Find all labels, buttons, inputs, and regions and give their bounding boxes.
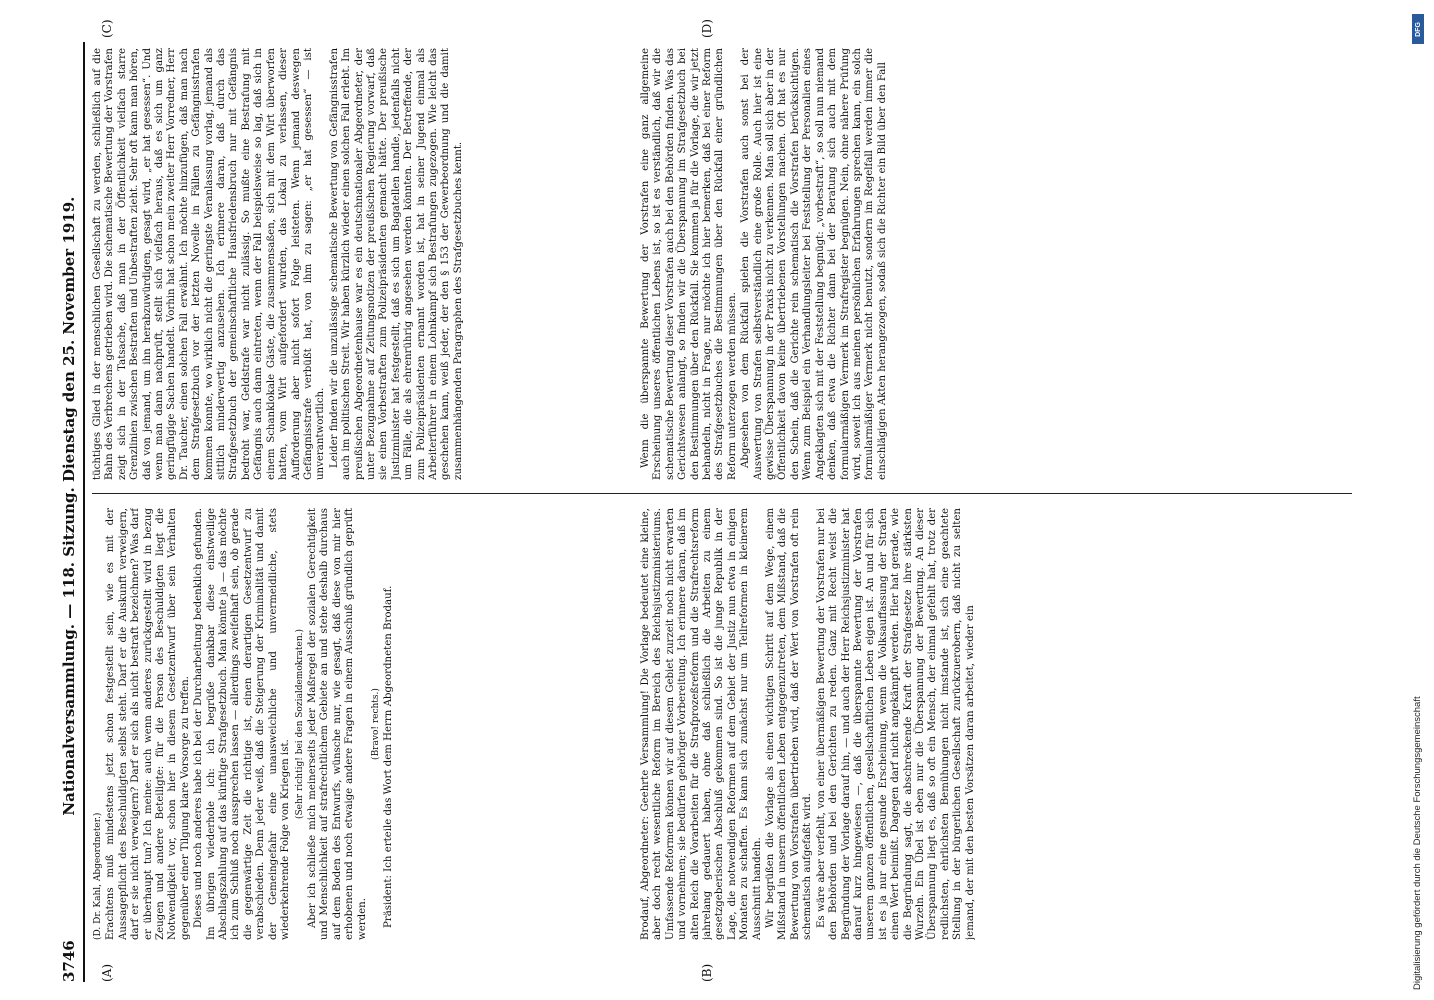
- page-header: [56, 42, 82, 982]
- paragraph: Es wäre aber verfehlt, von einer übermäßigen Bewertung der Vorstrafen nur bei den Behörden und bei den Gerichten zu reden. Ganz mit Recht weist die Begründung der Vorlage darauf hin, — und auch der Herr Reichsjustizminister hat darauf kurz hingewiesen —, daß die überspannte Bewertung der Vorstrafen unserem ganzen öffentlichen, gesellschaftlichen Leben eigen ist. An und für sich ist es ja nur eine gesunde Erscheinung, wenn die Volksauffassung der Strafen einen Wert beimißt. Dagegen darf nicht angekämpft werden. Hier hat gerade, wie die Begründung sagt, die abschreckende Kraft der Strafgesetze ihre stärksten Wurzeln. Ein Übel ist eben nur die Überspannung der Bewertung. An dieser Überspannung liegt es, daß so oft ein Mensch, der einmal gefehlt hat, trotz der redlichsten, ehrlichsten Bemühungen nicht imstande ist, sich eine geachtete Stellung in der bürgerlichen Gesellschaft zurückzuerobern, daß nicht zu selten jemand, der mit den besten Vorsätzen daran arbeitet, wieder ein: [815, 508, 976, 940]
- paragraph: Wir begrüßen die Vorlage als einen wichtigen Schritt auf dem Wege, einem Mißstand in unserm öffentlichen Leben entgegenzutreten, dem Mißstand, daß die Bewertung von Vorstrafen übertrieben wird, daß der Wert von Vorstrafen oft rein schematisch aufgefaßt wird.: [765, 508, 814, 940]
- paragraph: Brodauf, Abgeordneter: Geehrte Versammlung! Die Vorlage bedeutet eine kleine, aber doch recht wesentliche Reform im Bereich des Reichsjustizministeriums. Umfassende Reformen können wir auf diesem Gebiet zurzeit noch nicht erwarten und vornehmen; sie bedürfen gehöriger Vorbereitung. Ich erinnere daran, daß im alten Reich die Vorarbeiten für die Strafprozeßreform und die Strafrechtsreform jahrelang gedauert haben, ohne daß schließlich die Arbeiten zu einem gesetzgeberischen Abschluß gekommen sind. So ist die junge Republik in der Lage, die notwendigen Reformen auf dem Gebiet der Justiz nun etwa in einigen Monaten zu schaffen. Es kann sich zunächst nur um Teilreformen in kleinerem Ausschnitt handeln.: [640, 508, 763, 940]
- paragraph: Leider finden wir die unzulässige schematische Bewertung von Gefängnisstrafen auch im politischen Streit. Wir haben kürzlich wieder einen solchen Fall erlebt. Im preußischen Abgeordnetenhause war es ein deutschnationaler Abgeordneter, der unter Bezugnahme auf Zeitungsnotizen der preußischen Regierung vorwarf, daß sie einen Vorbestraften zum Polizeipräsidenten gemacht hätte. Der preußische Justizminister hat festgestellt, daß es sich um Bagatellen handle, jedenfalls nicht um Fälle, die als ehrenrührig angesehen werden könnten. Der Betreffende, der zum Polizeipräsidenten ernannt worden ist, hat in seiner Jugend einmal als Arbeiterführer in einem Lohnkampf sich Bestrafungen zugezogen. Wie leicht das geschehen kann, weiß jeder, der den § 153 der Gewerbeordnung und die damit zusammenhängenden Paragraphen des Strafgesetzbuches kennt.: [328, 48, 464, 480]
- paragraph: Wenn die überspannte Bewertung der Vorstrafen eine ganz allgemeine Erscheinung unseres öffentlichen Lebens ist, so ist es verständlich, daß wir die schematische Bewertung dieser Vorstrafen auch bei den Behörden finden. Was das Gerichtswesen anlangt, so finden wir die Überspannung im Strafgesetzbuch bei den Bestimmungen über den Rückfall. Sie kommen ja für die Vorlage, die wir jetzt behandeln, nicht in Frage, nur möchte ich hier bemerken, daß bei einer Reform des Strafgesetzbuches die Bestimmungen über den Rückfall einer gründlichen Reform unterzogen werden müssen.: [640, 48, 738, 480]
- paragraph: Aber ich schließe mich meinerseits jeder Maßregel der sozialen Gerechtigkeit und Menschlichkeit auf strafrechtlichem Gebiete an und stehe deshalb durchaus auf dem Boden des Entwurfs, wünsche nur, wie gesagt, daß diese von mir hier erhobenen und noch etwaige andere Fragen in einem Ausschuß gründlich geprüft werden.: [306, 508, 368, 940]
- paragraph: Erachtens muß mindestens jetzt schon festgestellt sein, wie es mit der Aussagepflicht des Beschuldigten selbst steht. Darf er die Auskunft verweigern, darf er sie nicht verweigern? Darf er sich als nicht bestraft bezeichnen? Was darf er überhaupt tun? Ich meine: auch wenn anderes zurückgestellt wird in bezug Zeugen und andere Beteiligte: für die Person des Beschuldigten liegt die Notwendigkeit vor, schon hier in diesem Gesetzentwurf über sein Verhalten gegenüber einer Tilgung klare Vorsorge zu treffen.: [105, 508, 191, 940]
- margin-letter-d: (D): [700, 19, 714, 38]
- right-column-bottom: [640, 48, 1360, 480]
- margin-letter-b: (B): [700, 963, 714, 982]
- margin-letter-c: (C): [100, 19, 114, 38]
- right-column-top: [92, 48, 637, 480]
- left-column-top: [92, 508, 637, 940]
- digitization-note: [1404, 10, 1434, 990]
- paragraph: Abgesehen von dem Rückfall spielen die Vorstrafen auch sonst bei der Auswertung von Strafen selbstverständlich eine große Rolle. Auch hier ist eine gewisse Überspannung in der Praxis nicht zu verkennen. Man soll sich aber in der Öffentlichkeit davon keine übertriebenen Vorstellungen machen. Oft hat es nur den Schein, daß die Gerichte rein schematisch die Vorstrafen berücksichtigen. Wenn zum Beispiel ein Verhandlungsleiter bei Feststellung der Personalien eines Angeklagten sich mit der Feststellung begnügt: „vorbestraft“, so soll nun niemand denken, daß etwa die Richter dann bei der Beratung sich auch mit dem formularmäßigen Vermerk im Strafregister begnügen. Nein, ohne nähere Prüfung wird, soweit ich aus meinen persönlichen Erfahrungen sprechen kann, ein solch formularmäßiger Vermerk nicht benutzt, sondern im Regelfall werden immer die einschlägigen Akten herangezogen, sodaß sich die Richter ein Bild über den Fall: [740, 48, 888, 480]
- paragraph: Dieses und noch anderes habe ich bei der Durcharbeitung bedenklich gefunden. Im übrigen wiederhole ich: ich begrüße dankbar diese einstweilige Abschlagszahlung auf das künftige Strafgesetzbuch. Man könnte ja — das möchte ich zum Schluß noch aussprechen lassen — allerdings zweifelhaft sein, ob gerade die gegenwärtige Zeit die richtige ist, einen derartigen Gesetzentwurf zu verabschieden. Denn jeder weiß, daß die Steigerung der Kriminalität und damit der Gemeingefahr eine unausweichliche und unvermeidliche, stets wiederkehrende Folge von Kriegen ist.: [193, 508, 292, 940]
- paragraph: (Bravo! rechts.): [370, 688, 381, 760]
- paragraph: (Sehr richtig! bei den Sozialdemokraten.): [294, 629, 305, 820]
- left-column-bottom: [640, 508, 1360, 940]
- margin-letter-a: (A): [100, 963, 114, 982]
- dfg-logo: DFG: [1412, 14, 1424, 44]
- header-rule: [83, 42, 85, 982]
- paragraph: Präsident: Ich erteile das Wort dem Herrn Abgeordneten Brodauf.: [383, 585, 395, 928]
- page-number: 3746: [60, 940, 78, 982]
- page-title: Nationalversammlung. — 118. Sitzung. Dienstag den 25. November 1919.: [60, 196, 78, 816]
- paragraph: (D. Dr. Kahl, Abgeordneter.): [93, 812, 103, 940]
- digitization-text: Digitalisierung gefördert durch die Deutsche Forschungsgemeinschaft: [1412, 696, 1423, 990]
- column-divider: [92, 493, 1352, 494]
- paragraph: tüchtiges Glied in der menschlichen Gesellschaft zu werden, schließlich auf die Bahn des Verbrechens getrieben wird. Die schematische Bewertung der Vorstrafen zeigt sich in der Tatsache, daß man in der Öffentlichkeit vielfach starre Grenzlinien zwischen Bestraften und Unbestraften zieht. Sehr oft kann man hören, daß von jemand, um ihn herabzuwürdigen, gesagt wird, „er hat gesessen“. Und wenn man dann nachprüft, stellt sich vielfach heraus, daß es sich um ganz geringfügige Sachen handelt. Vorhin hat schon mein zweiter Herr Vorredner, Herr Dr. Taucher, einen solchen Fall erwähnt. Ich möchte hinzufügen, daß man nach dem Strafgesetzbuch vor der letzten Novelle in Fällen zu Gefängnisstrafen kommen konnte, wo wirklich nicht die geringste Veranlassung vorlag, jemand als sittlich minderwertig anzusehen. Ich erinnere daran, daß durch das Strafgesetzbuch der gemeinschaftliche Hausfriedensbruch nur mit Gefängnis bedroht war, Geldstrafe war nicht zulässig. So mußte eine Bestrafung mit Gefängnis auch dann eintreten, wenn der Fall beispielsweise so lag, daß sich in einem Schanklokale Gäste, die zusammensaßen, sich mit dem Wirt überworfen hatten, vom Wirt aufgefordert wurden, das Lokal zu verlassen, dieser Aufforderung aber nicht sofort Folge leisteten. Wenn jemand deswegen Gefängnisstrafe verbüßt hat, von ihm zu sagen: „er hat gesessen“ — ist unverantwortlich.: [92, 48, 327, 480]
